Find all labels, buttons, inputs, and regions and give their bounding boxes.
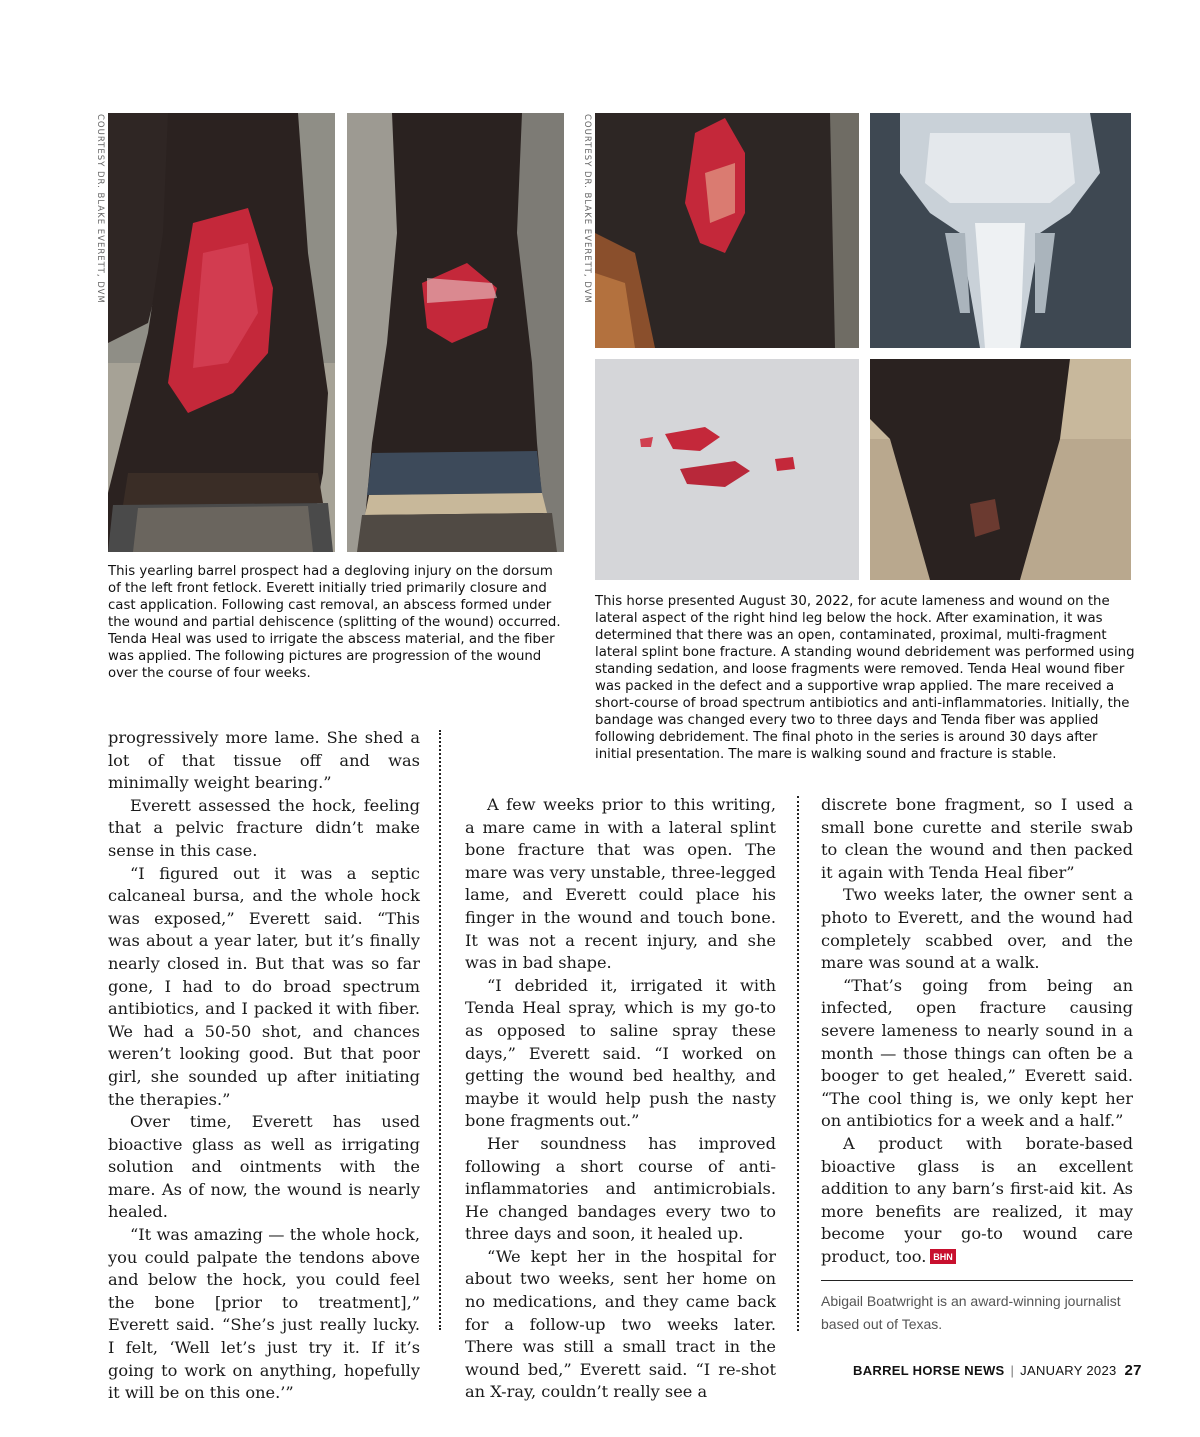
paragraph: Two weeks later, the owner sent a photo to Everett, and the wound had completely scabbed over, and the mare was sound at a walk. [821, 885, 1133, 973]
paragraph: “That’s going from being an infected, open fracture causing severe lameness to nearly sound in a month — those things can often be a booger to get healed,” Everett said. “The cool thing is, we only kept her on antibiotics for a week and a half.” [821, 975, 1133, 1131]
column-divider-1 [439, 730, 441, 1330]
publication-name: BARREL HORSE NEWS [853, 1363, 1005, 1378]
article-column-3 [821, 794, 1133, 1268]
footer-separator: | [1010, 1363, 1015, 1378]
issue-date: JANUARY 2023 [1020, 1363, 1117, 1378]
author-bio: Abigail Boatwright is an award-winning journalist based out of Texas. [821, 1293, 1121, 1332]
paragraph-text: A product with borate-based bioactive glass is an excellent addition to any barn’s first-aid kit. As more benefits are realized, it may become your go-to wound care product, too. [821, 1133, 1133, 1266]
caption-right-text: This horse presented August 30, 2022, for acute lameness and wound on the lateral aspect of the right hind leg below the hock. After examination, it was determined that there was an open, contaminated, proximal, multi-fragment lateral splint bone fracture. A standing wound debridement was performed using standing sedation, and loose fragments were removed. Tenda Heal wound fiber was packed in the defect and a supportive wrap applied. The mare received a short-course of broad spectrum antibiotics and anti-inflammatories. Initially, the bandage was changed every two to three days and Tenda fiber was applied following debridement. The final photo in the series is around 30 days after initial presentation. The mare is walking sound and fracture is stable. [595, 594, 1135, 762]
paragraph: “I debrided it, irrigated it with Tenda Heal spray, which is my go-to as opposed to saline spray these days,” Everett said. “I worked on getting the wound bed healthy, and maybe it would help push the nasty bone fragments out.” [465, 975, 776, 1131]
article-column-1 [108, 727, 420, 1405]
photo-credit-right: COURTESY DR. BLAKE EVERETT, DVM [582, 114, 592, 304]
photo-healed-leg [870, 359, 1131, 580]
article-column-2 [465, 794, 776, 1404]
page-footer [853, 1362, 1142, 1379]
paragraph: Everett assessed the hock, feeling that a pelvic fracture didn’t make sense in this case. [108, 795, 420, 860]
paragraph: progressively more lame. She shed a lot of that tissue off and was minimally weight bearing.” [108, 728, 420, 793]
paragraph: Her soundness has improved following a short course of anti-inflammatories and antimicrobials. He changed bandages every two to three days and soon, it healed up. [465, 1133, 776, 1244]
paragraph: “I figured out it was a septic calcaneal bursa, and the whole hock was exposed,” Everett said. “This was about a year later, but it’s finally nearly closed in. But that was so far gone, I had to do broad spectrum antibiotics, and I packed it with fiber. We had a 50-50 shot, and chances weren’t looking good. But that poor girl, she sounded up after initiating the therapies.” [108, 863, 420, 1109]
photo-fetlock-wound-2 [347, 113, 564, 552]
paragraph: A few weeks prior to this writing, a mare came in with a lateral splint bone fracture that was open. The mare was very unstable, three-legged lame, and Everett could place his finger in the wound and touch bone. It was not a recent injury, and she was in bad shape. [465, 795, 776, 973]
bhn-end-mark-logo [930, 1249, 956, 1264]
bio-divider [821, 1280, 1133, 1281]
column-divider-2 [797, 796, 799, 1331]
paragraph: “We kept her in the hospital for about two weeks, sent her home on no medications, and they came back for a follow-up two weeks later. There was still a small tract in the wound bed,” Everett said. “I re-shot an X-ray, couldn’t really see a [465, 1246, 776, 1402]
page-number: 27 [1124, 1362, 1142, 1379]
paragraph: “It was amazing — the whole hock, you could palpate the tendons above and below the hock, you could feel the bone [prior to treatment],” Everett said. “She’s just really lucky. I felt, ‘Well let’s just try it. If it’s going to work on anything, hopefully it will be on this one.’” [108, 1225, 420, 1403]
photo-xray [870, 113, 1131, 348]
photo-fetlock-wound-1 [108, 113, 335, 552]
photo-bone-fragments [595, 359, 859, 580]
caption-left-text: This yearling barrel prospect had a degloving injury on the dorsum of the left front fetlock. Everett initially tried primarily closure and cast application. Following cast removal, an abscess formed under the wound and partial dehiscence (splitting of the wound) occurred. Tenda Heal was used to irrigate the abscess material, and the fiber was applied. The following pictures are progression of the wound over the course of four weeks. [108, 564, 561, 681]
photo-credit-left: COURTESY DR. BLAKE EVERETT, DVM [95, 114, 105, 304]
paragraph: discrete bone fragment, so I used a small bone curette and sterile swab to clean the wound and then packed it again with Tenda Heal fiber” [821, 795, 1133, 882]
caption-right [595, 593, 1135, 763]
svg-text:BHN: BHN [933, 1251, 954, 1262]
caption-left [108, 563, 566, 682]
paragraph [821, 1133, 1133, 1269]
paragraph: Over time, Everett has used bioactive glass as well as irrigating solution and ointments with the mare. As of now, the wound is nearly healed. [108, 1112, 420, 1222]
photo-hind-leg-wound [595, 113, 859, 348]
